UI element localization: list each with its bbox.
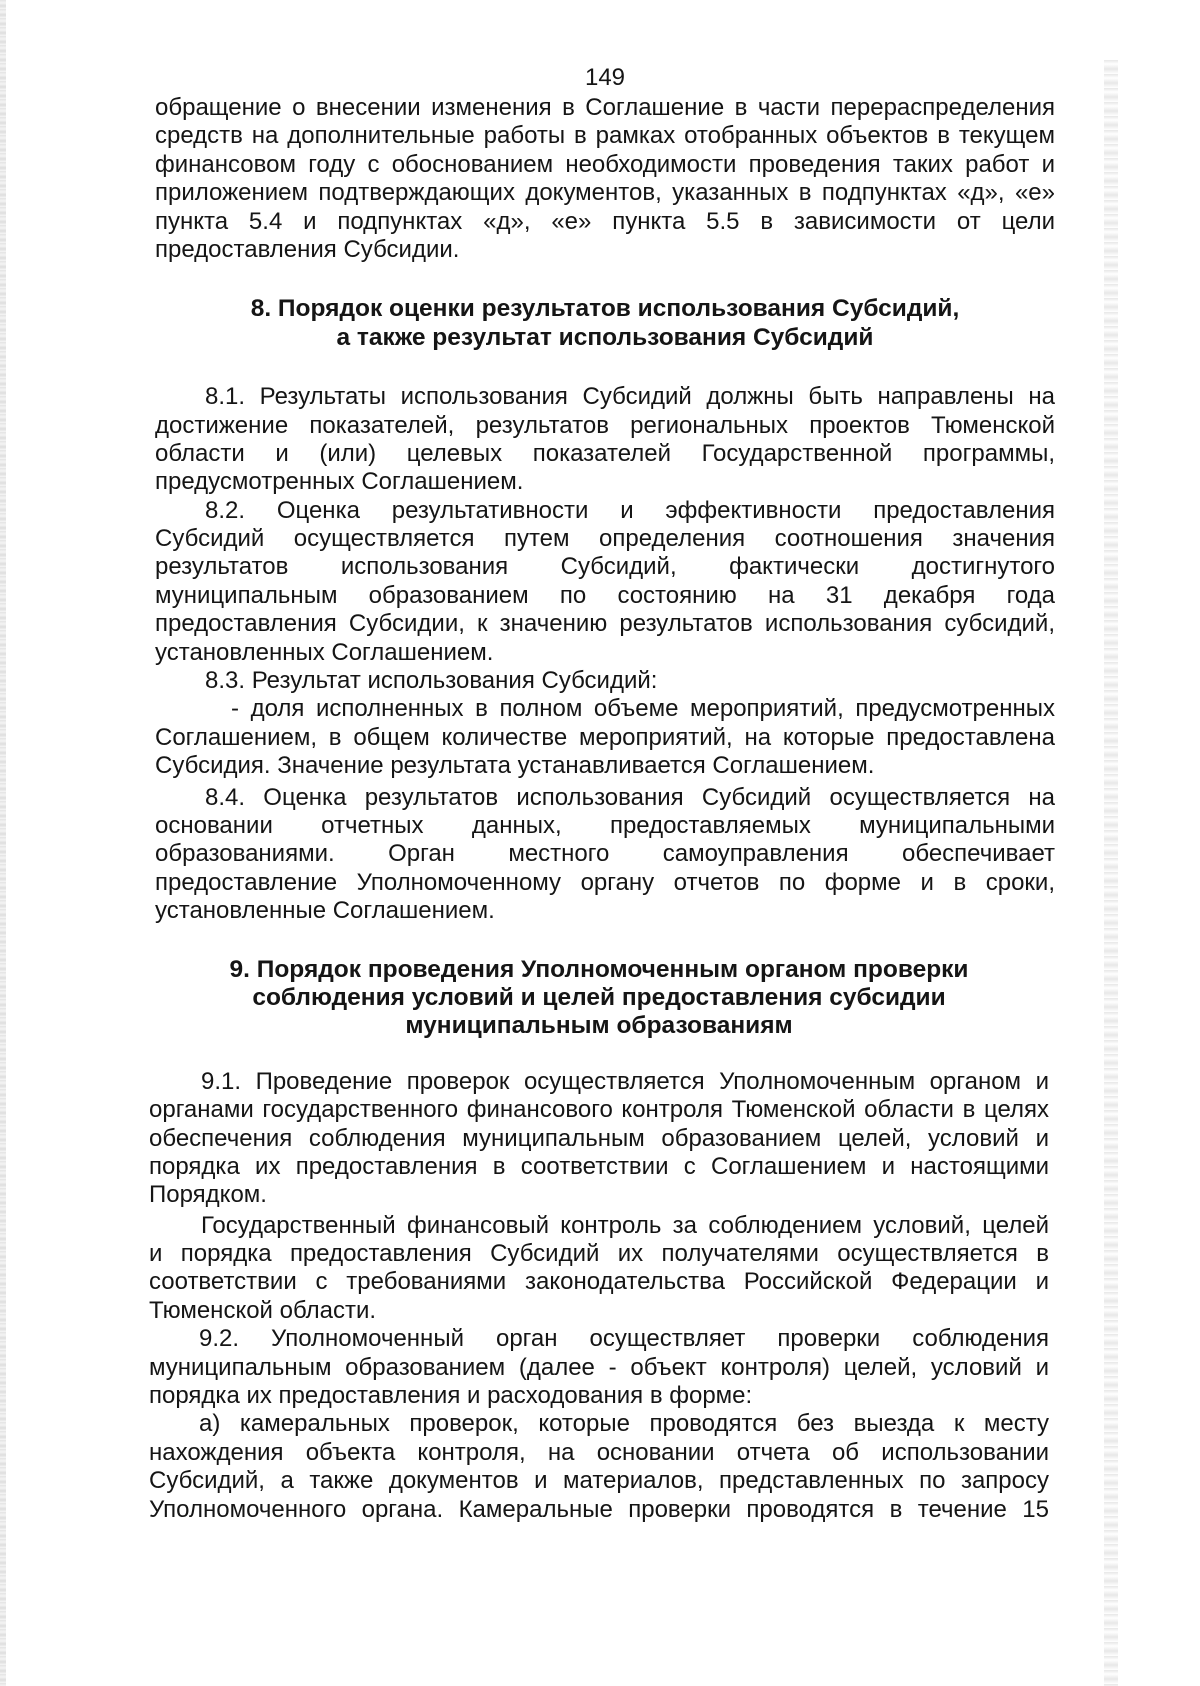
paragraph-line: обращение о внесении изменения в Соглашение в части перераспределения bbox=[155, 94, 1055, 121]
paragraph-line: пункта 5.4 и подпунктах «д», «е» пункта 5.5 в зависимости от цели bbox=[155, 207, 1055, 235]
paragraph-9-1 bbox=[149, 1068, 1049, 1210]
paragraph-line: Порядком. bbox=[149, 1181, 267, 1209]
paragraph-line: порядка их предоставления в соответствии с Соглашением и настоящими bbox=[149, 1152, 1049, 1180]
paragraph-8-4 bbox=[155, 784, 1055, 926]
paragraph-line: области и (или) целевых показателей Государственной программы, bbox=[155, 439, 1055, 467]
heading-line: соблюдения условий и целей предоставления субсидии bbox=[252, 983, 946, 1011]
paragraph-line: Субсидия. Значение результата устанавливается Соглашением. bbox=[155, 752, 875, 780]
paragraph-8-2 bbox=[155, 497, 1055, 667]
paragraph-line: и порядка предоставления Субсидий их получателями осуществляется в bbox=[149, 1240, 1049, 1268]
scan-edge-right bbox=[1104, 60, 1118, 1686]
paragraph-line: муниципальным образованием по состоянию на 31 декабря года bbox=[155, 581, 1055, 609]
paragraph-line: 9.2. Уполномоченный орган осуществляет проверки соблюдения bbox=[199, 1325, 1049, 1353]
paragraph-line: 8.3. Результат использования Субсидий: bbox=[205, 667, 658, 695]
heading-line: муниципальным образованиям bbox=[405, 1012, 793, 1040]
paragraph-line: предусмотренных Соглашением. bbox=[155, 468, 524, 496]
heading-line: а также результат использования Субсидий bbox=[336, 323, 874, 351]
paragraph-line: финансовом году с обоснованием необходимости проведения таких работ и bbox=[155, 150, 1055, 178]
paragraph-line: 8.1. Результаты использования Субсидий должны быть направлены на bbox=[205, 383, 1055, 411]
paragraph-9-2 bbox=[149, 1325, 1049, 1410]
paragraph-line: Субсидий, а также документов и материалов, представленных по запросу bbox=[149, 1467, 1049, 1495]
section-9-heading bbox=[149, 956, 1049, 1041]
paragraph-line: результатов использования Субсидий, фактически достигнутого bbox=[155, 553, 1055, 581]
paragraph-line: обеспечения соблюдения муниципальным образованием целей, условий и bbox=[149, 1124, 1049, 1152]
paragraph-line: Уполномоченного органа. Камеральные проверки проводятся в течение 15 bbox=[149, 1495, 1049, 1523]
paragraph-line: 8.2. Оценка результативности и эффективности предоставления bbox=[205, 496, 1055, 524]
paragraph-8-3 bbox=[155, 667, 1055, 695]
page-number: 149 bbox=[584, 64, 626, 91]
paragraph-line: нахождения объекта контроля, на основании отчета об использовании bbox=[149, 1438, 1049, 1466]
paragraph-8-3-bullet bbox=[155, 695, 1055, 780]
paragraph-line: соответствии с требованиями законодательства Российской Федерации и bbox=[149, 1268, 1049, 1296]
paragraph-line: а) камеральных проверок, которые проводятся без выезда к месту bbox=[199, 1410, 1049, 1438]
paragraph-line: предоставления Субсидии, к значению результатов использования субсидий, bbox=[155, 610, 1055, 638]
paragraph-line: установленные Соглашением. bbox=[155, 897, 495, 925]
paragraph-line: образованиями. Орган местного самоуправления обеспечивает bbox=[155, 840, 1055, 868]
paragraph-line: порядка их предоставления и расходования в форме: bbox=[149, 1382, 753, 1410]
paragraph-9-2-a bbox=[149, 1410, 1049, 1524]
paragraph-line: - доля исполненных в полном объеме мероприятий, предусмотренных bbox=[231, 695, 1055, 723]
paragraph-line: Тюменской области. bbox=[149, 1296, 377, 1324]
paragraph-8-1 bbox=[155, 383, 1055, 497]
paragraph-line: предоставления Субсидии. bbox=[155, 235, 460, 263]
document-body bbox=[149, 94, 1055, 1524]
paragraph-line: органами государственного финансового контроля Тюменской области в целях bbox=[149, 1096, 1049, 1124]
section-8-heading bbox=[155, 295, 1055, 352]
section-9 bbox=[149, 956, 1049, 1524]
paragraph-line: Соглашением, в общем количестве мероприятий, на которые предоставлена bbox=[155, 723, 1055, 751]
paragraph-9-1-control bbox=[149, 1212, 1049, 1326]
paragraph-line: достижение показателей, результатов региональных проектов Тюменской bbox=[155, 411, 1055, 439]
paragraph-line: Субсидий осуществляется путем определения соотношения значения bbox=[155, 525, 1055, 553]
paragraph-line: основании отчетных данных, предоставляемых муниципальными bbox=[155, 811, 1055, 839]
paragraph-line: Государственный финансовый контроль за соблюдением условий, целей bbox=[201, 1211, 1049, 1239]
scan-edge-left bbox=[0, 0, 6, 1686]
paragraph-continuation bbox=[155, 94, 1055, 264]
heading-line: 8. Порядок оценки результатов использования Субсидий, bbox=[250, 295, 960, 323]
paragraph-line: 8.4. Оценка результатов использования Субсидий осуществляется на bbox=[205, 783, 1055, 811]
paragraph-line: приложением подтверждающих документов, указанных в подпунктах «д», «е» bbox=[155, 179, 1055, 207]
heading-line: 9. Порядок проведения Уполномоченным органом проверки bbox=[229, 955, 969, 983]
paragraph-line: муниципальным образованием (далее - объект контроля) целей, условий и bbox=[149, 1353, 1049, 1381]
paragraph-line: предоставление Уполномоченному органу отчетов по форме и в сроки, bbox=[155, 868, 1055, 896]
paragraph-line: установленных Соглашением. bbox=[155, 638, 494, 666]
paragraph-line: средств на дополнительные работы в рамках отобранных объектов в текущем bbox=[155, 122, 1055, 150]
paragraph-line: 9.1. Проведение проверок осуществляется Уполномоченным органом и bbox=[201, 1067, 1049, 1095]
